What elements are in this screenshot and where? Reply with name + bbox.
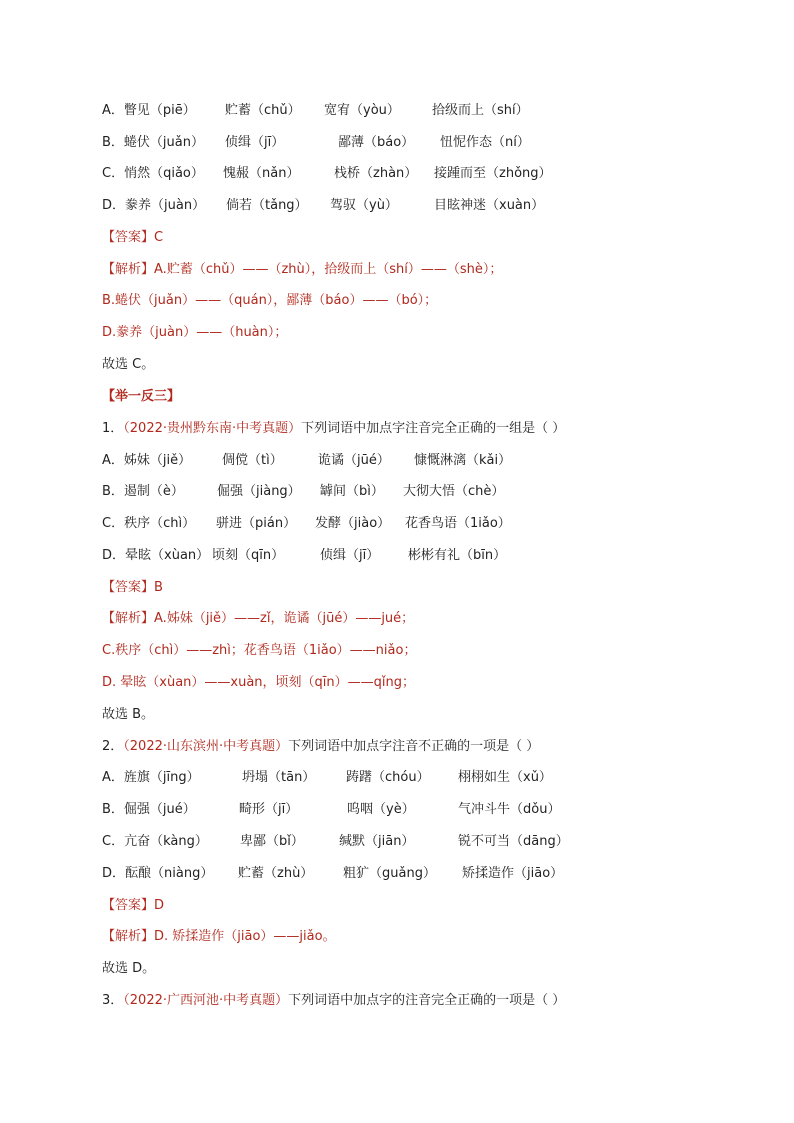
q3-stem-text: 下列词语中加点字的注音完全正确的一项是（ ） <box>288 993 566 1008</box>
q2-a-word-3: 踌躇（chóu） <box>346 770 430 785</box>
q1-c-word-3: 发酵（jiào） <box>315 516 391 531</box>
section-title: 【举一反三】 <box>102 389 181 404</box>
q1-d-word-4: 彬彬有礼（bīn） <box>408 548 507 563</box>
q2-b-word-2: 畸形（jī） <box>239 802 299 817</box>
analysis-tag: 【解析】 <box>102 611 155 626</box>
answer-value: C <box>154 230 164 245</box>
q0-c-word-4: 接踵而至（zhǒng） <box>434 166 552 181</box>
q1-a-word-1: A．姊妹（jiě） <box>102 453 192 468</box>
q0-analysis-line-2: B.蜷伏（juǎn）——（quán），鄙薄（báo）——（bó）； <box>102 293 438 308</box>
q1-b-word-1: B．遏制（è） <box>102 484 184 499</box>
q1-a-word-3: 诡谲（jūé） <box>318 453 390 468</box>
q0-c-word-3: 栈桥（zhàn） <box>334 166 418 181</box>
q1-stem <box>102 418 565 440</box>
q2-a-word-1: A．旌旗（jīng） <box>102 770 200 785</box>
q0-a-word-3: 宽宥（yòu） <box>324 103 400 118</box>
q2-c-word-4: 锐不可当（dāng） <box>458 834 569 849</box>
q2-d-word-2: 贮蓄（zhù） <box>238 866 314 881</box>
q0-b-word-4: 忸怩作态（ní） <box>440 135 530 150</box>
q0-d-word-1: D．豢养（juàn） <box>102 198 206 213</box>
q2-a-word-4: 栩栩如生（xǔ） <box>458 770 552 785</box>
q1-answer <box>102 577 163 599</box>
q2-c-word-2: 卑鄙（bǐ） <box>240 834 304 849</box>
q0-c-word-2: 愧赧（nǎn） <box>223 166 300 181</box>
q2-d-word-3: 粗犷（guǎng） <box>343 866 436 881</box>
q0-conclusion: 故选 C。 <box>102 357 155 372</box>
q3-source: （2022·广西河池·中考真题） <box>123 993 289 1008</box>
q1-d-word-2: 顷刻（qīn） <box>212 548 285 563</box>
q2-d-word-1: D．酝酿（niàng） <box>102 866 214 881</box>
analysis-tag: 【解析】 <box>102 262 155 277</box>
q1-analysis-line-3: D. 晕眩（xùan）——xuàn，顷刻（qīn）——qǐng； <box>102 675 416 690</box>
answer-value: D <box>154 898 165 913</box>
q1-c-word-4: 花香鸟语（1iǎo） <box>405 516 511 531</box>
q1-conclusion: 故选 B。 <box>102 707 155 722</box>
answer-tag: 【答案】 <box>102 898 155 913</box>
q0-answer <box>102 227 163 249</box>
q2-c-word-3: 缄默（jiān） <box>339 834 415 849</box>
q2-stem <box>102 736 539 758</box>
analysis-text: A.贮蓄（chǔ）——（zhù），拾级而上（shí）——（shè）； <box>154 262 503 277</box>
q2-conclusion: 故选 D。 <box>102 961 156 976</box>
analysis-text: A.姊妹（jiě）——zǐ，诡谲（jūé）——jué； <box>154 611 415 626</box>
q0-d-word-2: 倘若（tǎng） <box>226 198 308 213</box>
q2-b-word-1: B．倔强（jué） <box>102 802 196 817</box>
analysis-tag: 【解析】 <box>102 929 155 944</box>
answer-value: B <box>154 580 163 595</box>
q1-number: 1． <box>102 421 124 436</box>
q3-number: 3． <box>102 993 124 1008</box>
q1-b-word-2: 倔强（jiàng） <box>217 484 301 499</box>
q1-a-word-2: 倜傥（tì） <box>222 453 283 468</box>
q0-d-word-4: 目眩神迷（xuàn） <box>434 198 545 213</box>
q0-analysis-line-3: D.豢养（juàn）——（huàn）； <box>102 325 288 340</box>
q2-b-word-4: 气冲斗牛（dǒu） <box>458 802 561 817</box>
q1-d-word-1: D．晕眩（xùan） <box>102 548 210 563</box>
q0-b-word-1: B．蜷伏（juǎn） <box>102 135 204 150</box>
q2-number: 2． <box>102 739 124 754</box>
q2-stem-text: 下列词语中加点字注音不正确的一项是（ ） <box>288 739 540 754</box>
q2-source: （2022·山东滨州·中考真题） <box>123 739 289 754</box>
q1-d-word-3: 侦缉（jī） <box>320 548 380 563</box>
q2-analysis <box>102 926 336 948</box>
q0-a-word-4: 拾级而上（shí） <box>432 103 529 118</box>
q1-source: （2022·贵州黔东南·中考真题） <box>123 421 302 436</box>
q1-c-word-2: 骈进（pián） <box>216 516 297 531</box>
q0-a-word-2: 贮蓄（chǔ） <box>225 103 301 118</box>
q0-c-word-1: C．悄然（qiǎo） <box>102 166 204 181</box>
q3-stem <box>102 990 565 1012</box>
q2-answer <box>102 895 164 917</box>
q1-stem-text: 下列词语中加点字注音完全正确的一组是（ ） <box>301 421 566 436</box>
q2-d-word-4: 矫揉造作（jiāo） <box>462 866 564 881</box>
q0-b-word-2: 侦缉（jī） <box>225 135 285 150</box>
q0-b-word-3: 鄙薄（báo） <box>338 135 415 150</box>
q1-b-word-3: 罅间（bì） <box>320 484 384 499</box>
q1-b-word-4: 大彻大悟（chè） <box>403 484 505 499</box>
q2-b-word-3: 呜咽（yè） <box>347 802 415 817</box>
q0-d-word-3: 驾驭（yù） <box>330 198 398 213</box>
q2-a-word-2: 坍塌（tān） <box>242 770 316 785</box>
q2-c-word-1: C．亢奋（kàng） <box>102 834 208 849</box>
q0-a-word-1: A．瞥见（piē） <box>102 103 196 118</box>
q1-c-word-1: C．秩序（chì） <box>102 516 196 531</box>
answer-tag: 【答案】 <box>102 580 155 595</box>
q1-analysis <box>102 608 414 630</box>
answer-tag: 【答案】 <box>102 230 155 245</box>
q0-analysis <box>102 259 502 281</box>
q1-a-word-4: 慷慨淋漓（kǎi） <box>414 453 512 468</box>
q1-analysis-line-2: C.秩序（chì）——zhì；花香鸟语（1iǎo）——niǎo； <box>102 643 417 658</box>
analysis-text: D. 矫揉造作（jiāo）——jiǎo。 <box>154 929 336 944</box>
